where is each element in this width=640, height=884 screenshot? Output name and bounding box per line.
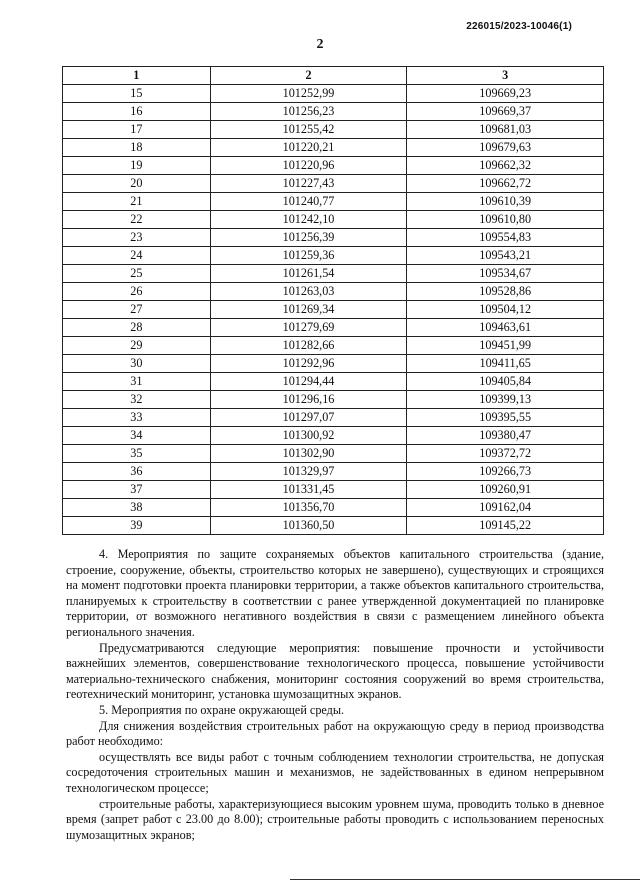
- coordinate-x-cell: 101227,43: [210, 175, 407, 193]
- coordinate-x-cell: 101256,23: [210, 103, 407, 121]
- column-header: 1: [63, 67, 211, 85]
- table-row: [63, 121, 604, 139]
- table-row: [63, 463, 604, 481]
- coordinate-x-cell: 101240,77: [210, 193, 407, 211]
- table-row: [63, 247, 604, 265]
- table-row: [63, 445, 604, 463]
- point-number-cell: 34: [63, 427, 211, 445]
- point-number-cell: 37: [63, 481, 211, 499]
- paragraph-section-5: 5. Мероприятия по охране окружающей среды.: [99, 702, 345, 717]
- coordinate-y-cell: 109162,04: [407, 499, 604, 517]
- coordinate-x-cell: 101220,96: [210, 157, 407, 175]
- table-row: [63, 355, 604, 373]
- coordinate-x-cell: 101360,50: [210, 517, 407, 535]
- point-number-cell: 21: [63, 193, 211, 211]
- coordinate-x-cell: 101282,66: [210, 337, 407, 355]
- document-number: 226015/2023-10046(1): [466, 21, 572, 32]
- coordinate-y-cell: 109610,39: [407, 193, 604, 211]
- coordinate-x-cell: 101331,45: [210, 481, 407, 499]
- coordinate-y-cell: 109662,32: [407, 157, 604, 175]
- coordinate-y-cell: 109554,83: [407, 229, 604, 247]
- table-row: [63, 409, 604, 427]
- point-number-cell: 28: [63, 319, 211, 337]
- coordinate-y-cell: 109405,84: [407, 373, 604, 391]
- paragraph-item-1: осуществлять все виды работ с точным соблюдением технологии строительства, не допуская сосредоточения строительных машин и механизмов, не задействованных в едином непрерывном технологическом процессе;: [66, 749, 604, 795]
- coordinate-y-cell: 109260,91: [407, 481, 604, 499]
- coordinate-y-cell: 109662,72: [407, 175, 604, 193]
- point-number-cell: 30: [63, 355, 211, 373]
- coordinate-y-cell: 109669,37: [407, 103, 604, 121]
- coordinate-y-cell: 109451,99: [407, 337, 604, 355]
- coordinate-y-cell: 109399,13: [407, 391, 604, 409]
- point-number-cell: 29: [63, 337, 211, 355]
- paragraph-section-4: 4. Мероприятия по защите сохраняемых объектов капитального строительства (здание, строение, сооружение, объекты, строительство которых не завершено), существующих и строящихся на момент подготовки проекта планировки территории, а также объектов капитального строительства, планируемых к строительству в соответствии с ранее утвержденной документацией по планировке территории, от возможного негативного воздействия в связи с размещением линейного объекта регионального значения.: [66, 547, 604, 639]
- coordinate-y-cell: 109504,12: [407, 301, 604, 319]
- coordinate-y-cell: 109463,61: [407, 319, 604, 337]
- table-body: [63, 85, 604, 535]
- coordinate-y-cell: 109372,72: [407, 445, 604, 463]
- coordinate-x-cell: 101300,92: [210, 427, 407, 445]
- coordinate-y-cell: 109395,55: [407, 409, 604, 427]
- table-row: [63, 103, 604, 121]
- coordinate-x-cell: 101296,16: [210, 391, 407, 409]
- table-row: [63, 517, 604, 535]
- paragraph-measures: Предусматриваются следующие мероприятия: повышение прочности и устойчивости важнейших элементов, совершенствование технологического процесса, повышение устойчивости материально-технического снабжения, мониторинг состояния сооружений во время строительства, геотехнический мониторинг, установка шумозащитных экранов.: [66, 640, 604, 702]
- coordinate-x-cell: 101279,69: [210, 319, 407, 337]
- column-header: 3: [407, 67, 604, 85]
- table-row: [63, 301, 604, 319]
- coordinate-x-cell: 101259,36: [210, 247, 407, 265]
- coordinate-x-cell: 101252,99: [210, 85, 407, 103]
- coordinate-x-cell: 101297,07: [210, 409, 407, 427]
- coordinate-x-cell: 101220,21: [210, 139, 407, 157]
- coordinate-y-cell: 109610,80: [407, 211, 604, 229]
- table-row: [63, 427, 604, 445]
- point-number-cell: 17: [63, 121, 211, 139]
- coordinate-y-cell: 109145,22: [407, 517, 604, 535]
- coordinate-x-cell: 101294,44: [210, 373, 407, 391]
- coordinate-x-cell: 101356,70: [210, 499, 407, 517]
- point-number-cell: 23: [63, 229, 211, 247]
- coordinate-y-cell: 109380,47: [407, 427, 604, 445]
- point-number-cell: 35: [63, 445, 211, 463]
- coordinate-x-cell: 101269,34: [210, 301, 407, 319]
- point-number-cell: 27: [63, 301, 211, 319]
- table-row: [63, 373, 604, 391]
- table-row: [63, 265, 604, 283]
- table-row: [63, 499, 604, 517]
- coordinate-y-cell: 109528,86: [407, 283, 604, 301]
- point-number-cell: 33: [63, 409, 211, 427]
- point-number-cell: 20: [63, 175, 211, 193]
- paragraph-intro: Для снижения воздействия строительных работ на окружающую среду в период производства работ необходимо:: [66, 718, 604, 749]
- point-number-cell: 15: [63, 85, 211, 103]
- coordinate-x-cell: 101302,90: [210, 445, 407, 463]
- point-number-cell: 18: [63, 139, 211, 157]
- coordinate-x-cell: 101329,97: [210, 463, 407, 481]
- point-number-cell: 36: [63, 463, 211, 481]
- table-row: [63, 85, 604, 103]
- coordinate-y-cell: 109679,63: [407, 139, 604, 157]
- table-row: [63, 175, 604, 193]
- point-number-cell: 16: [63, 103, 211, 121]
- column-header: 2: [210, 67, 407, 85]
- table-row: [63, 337, 604, 355]
- point-number-cell: 39: [63, 517, 211, 535]
- point-number-cell: 31: [63, 373, 211, 391]
- coordinate-x-cell: 101242,10: [210, 211, 407, 229]
- table-row: [63, 391, 604, 409]
- table-row: [63, 481, 604, 499]
- table-row: [63, 283, 604, 301]
- coordinate-y-cell: 109411,65: [407, 355, 604, 373]
- table-header-row: [63, 67, 604, 85]
- coordinate-x-cell: 101292,96: [210, 355, 407, 373]
- point-number-cell: 24: [63, 247, 211, 265]
- table-row: [63, 157, 604, 175]
- table-row: [63, 193, 604, 211]
- table-row: [63, 229, 604, 247]
- body-text: [66, 541, 604, 843]
- point-number-cell: 25: [63, 265, 211, 283]
- coordinate-y-cell: 109266,73: [407, 463, 604, 481]
- point-number-cell: 38: [63, 499, 211, 517]
- coordinate-x-cell: 101263,03: [210, 283, 407, 301]
- coordinate-y-cell: 109669,23: [407, 85, 604, 103]
- coordinate-y-cell: 109543,21: [407, 247, 604, 265]
- coordinate-y-cell: 109681,03: [407, 121, 604, 139]
- point-number-cell: 32: [63, 391, 211, 409]
- coordinate-x-cell: 101256,39: [210, 229, 407, 247]
- point-number-cell: 22: [63, 211, 211, 229]
- point-number-cell: 19: [63, 157, 211, 175]
- page-number: 2: [316, 37, 324, 52]
- paragraph-item-2: строительные работы, характеризующиеся высоким уровнем шума, проводить только в дневное время (запрет работ с 23.00 до 8.00); строительные работы проводить с использованием переносных шумозащитных экранов;: [66, 796, 604, 842]
- table-row: [63, 139, 604, 157]
- coordinates-table: [62, 66, 604, 535]
- point-number-cell: 26: [63, 283, 211, 301]
- table-row: [63, 211, 604, 229]
- coordinate-y-cell: 109534,67: [407, 265, 604, 283]
- coordinate-x-cell: 101255,42: [210, 121, 407, 139]
- table-row: [63, 319, 604, 337]
- bottom-divider: [290, 879, 640, 880]
- coordinate-x-cell: 101261,54: [210, 265, 407, 283]
